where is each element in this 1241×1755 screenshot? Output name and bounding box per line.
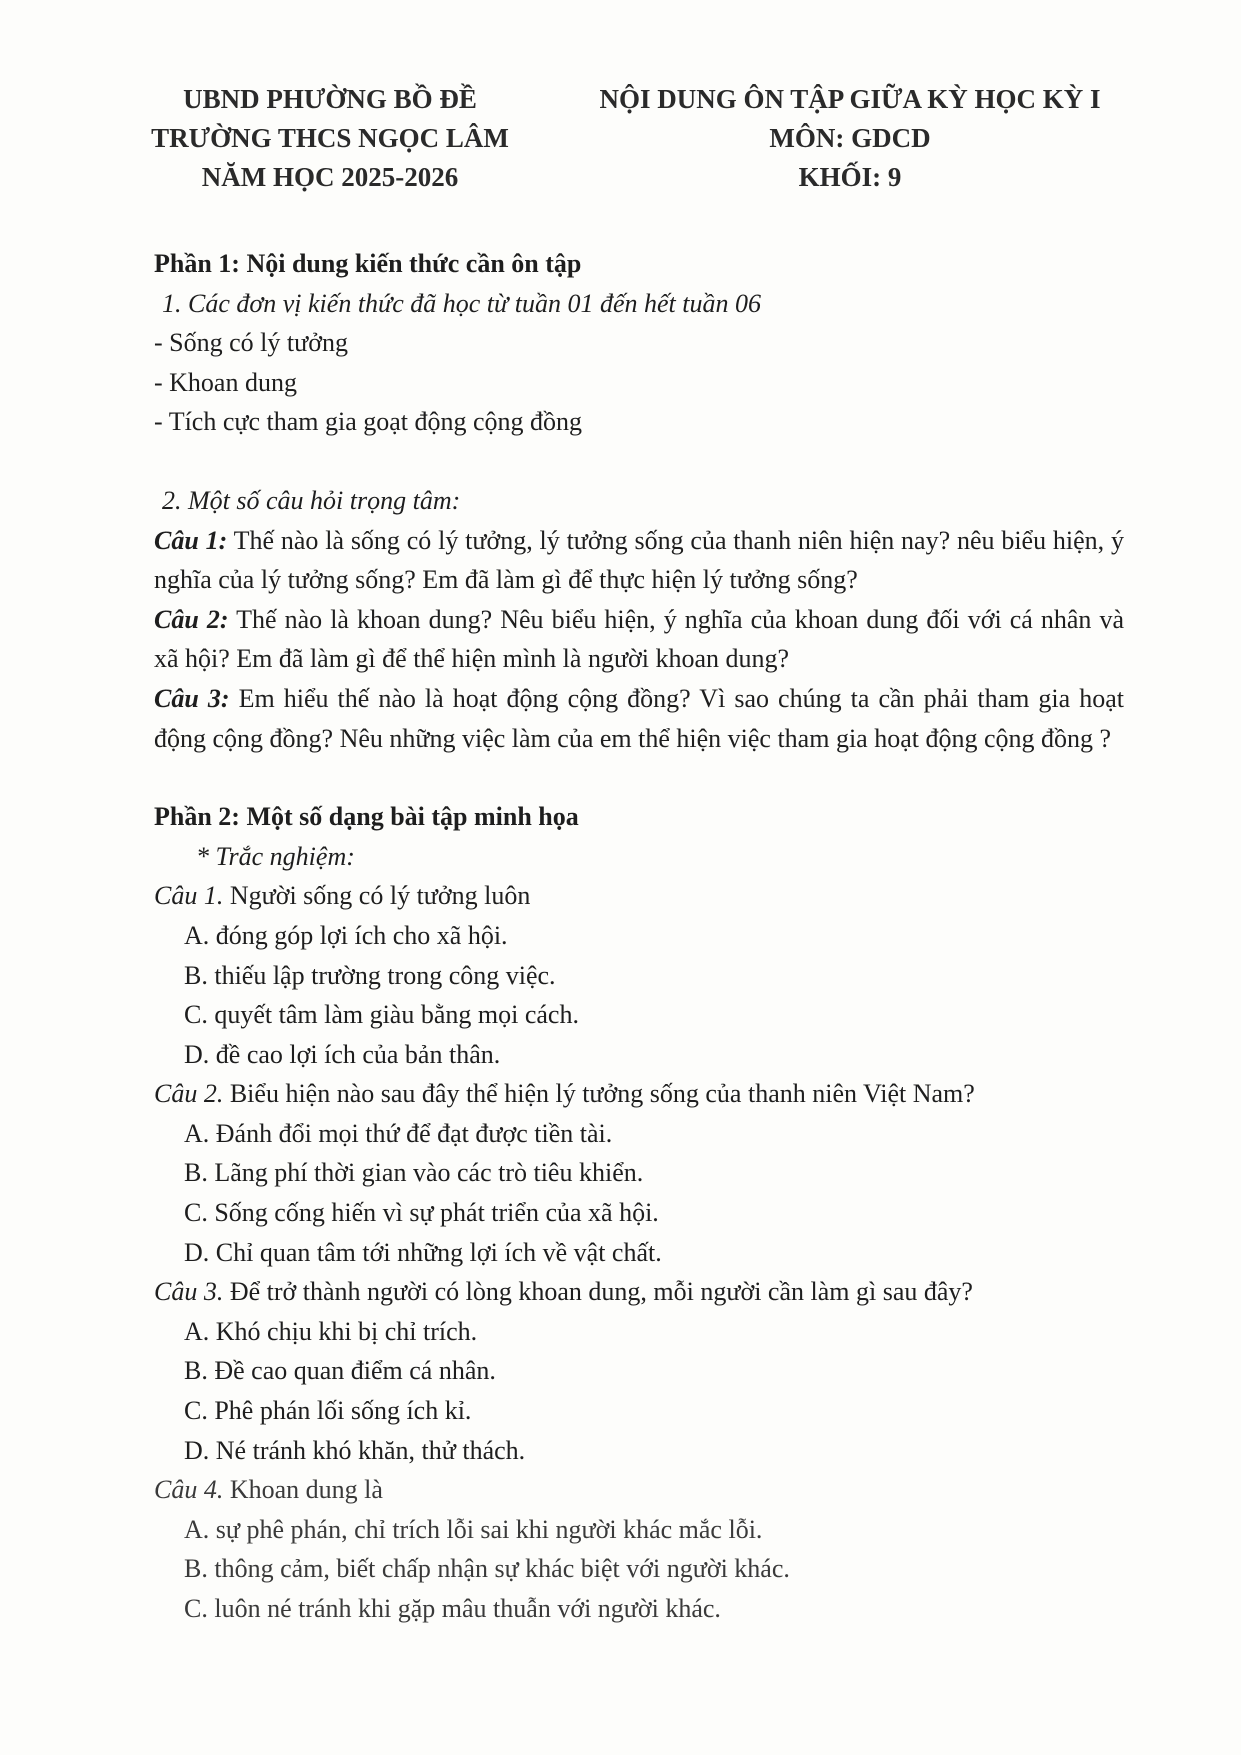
question-text: Thế nào là khoan dung? Nêu biểu hiện, ý nghĩa của khoan dung đối với cá nhân và xã hội? Em đã làm gì để thể hiện mình là người khoan dung? xyxy=(154,604,1125,674)
school-year: NĂM HỌC 2025-2026 xyxy=(201,162,459,192)
topic-item: - Sống có lý tưởng xyxy=(154,328,348,358)
question-text: Để trở thành người có lòng khoan dung, mỗi người cần làm gì sau đây? xyxy=(223,1277,973,1307)
answer-option: C. luôn né tránh khi gặp mâu thuẫn với người khác. xyxy=(184,1594,721,1623)
key-question xyxy=(154,679,1124,758)
answer-option: A. sự phê phán, chỉ trích lỗi sai khi người khác mắc lỗi. xyxy=(184,1514,763,1544)
answer-option: A. Khó chịu khi bị chỉ trích. xyxy=(184,1316,478,1346)
question-label: Câu 3: xyxy=(154,683,230,713)
district-name: UBND PHƯỜNG BỒ ĐỀ xyxy=(183,84,477,114)
document-title: NỘI DUNG ÔN TẬP GIỮA KỲ HỌC KỲ I xyxy=(599,84,1101,114)
subject-label: MÔN: GDCD xyxy=(769,123,931,153)
answer-option: C. Phê phán lối sống ích kỉ. xyxy=(184,1396,472,1426)
part1-section1-title: 1. Các đơn vị kiến thức đã học từ tuần 01 đến hết tuần 06 xyxy=(162,288,761,318)
answer-option: B. Lãng phí thời gian vào các trò tiêu khiển. xyxy=(184,1158,644,1188)
topic-item: - Khoan dung xyxy=(154,367,297,397)
question-text: Người sống có lý tưởng luôn xyxy=(223,881,531,911)
key-question xyxy=(154,521,1124,600)
answer-option: A. Đánh đổi mọi thứ để đạt được tiền tài. xyxy=(184,1118,613,1148)
answer-option: D. Chỉ quan tâm tới những lợi ích về vật chất. xyxy=(184,1237,662,1267)
mcq-question xyxy=(154,1074,1124,1114)
topic-item: - Tích cực tham gia goạt động cộng đồng xyxy=(154,407,583,437)
part2-title: Phần 2: Một số dạng bài tập minh họa xyxy=(154,802,579,832)
question-text: Khoan dung là xyxy=(223,1475,383,1505)
answer-option: D. đề cao lợi ích của bản thân. xyxy=(184,1039,501,1069)
school-header xyxy=(120,80,540,197)
mcq-question xyxy=(154,876,1124,916)
question-label: Câu 2: xyxy=(154,604,229,634)
question-label: Câu 2. xyxy=(154,1079,224,1109)
answer-option: C. Sống cống hiến vì sự phát triển của xã hội. xyxy=(184,1198,659,1228)
answer-option: D. Né tránh khó khăn, thử thách. xyxy=(184,1435,526,1465)
part2-subtitle: * Trắc nghiệm: xyxy=(196,841,355,871)
part1-section2-title: 2. Một số câu hỏi trọng tâm: xyxy=(162,485,461,515)
answer-option: B. Đề cao quan điểm cá nhân. xyxy=(184,1356,496,1386)
question-text: Biểu hiện nào sau đây thể hiện lý tưởng sống của thanh niên Việt Nam? xyxy=(223,1079,975,1109)
part1-title: Phần 1: Nội dung kiến thức cần ôn tập xyxy=(154,249,582,278)
answer-option: C. quyết tâm làm giàu bằng mọi cách. xyxy=(184,1000,579,1030)
answer-option: B. thông cảm, biết chấp nhận sự khác biệt với người khác. xyxy=(184,1554,790,1584)
answer-option: A. đóng góp lợi ích cho xã hội. xyxy=(184,920,508,950)
document-body xyxy=(154,244,1124,1629)
document-title-block xyxy=(560,80,1140,197)
school-name: TRƯỜNG THCS NGỌC LÂM xyxy=(151,123,509,153)
grade-label: KHỐI: 9 xyxy=(798,162,902,192)
question-text: Em hiểu thế nào là hoạt động cộng đồng? Vì sao chúng ta cần phải tham gia hoạt động cộng đồng? Nêu những việc làm của em thể hiện việc tham gia hoạt động cộng đồng ? xyxy=(154,683,1124,753)
mcq-question xyxy=(154,1272,1124,1312)
question-label: Câu 4. xyxy=(154,1475,224,1505)
question-label: Câu 1. xyxy=(154,881,224,911)
mcq-question xyxy=(154,1470,1124,1510)
question-label: Câu 3. xyxy=(154,1277,224,1307)
key-question xyxy=(154,600,1124,679)
question-text: Thế nào là sống có lý tưởng, lý tưởng sống của thanh niên hiện nay? nêu biểu hiện, ý nghĩa của lý tưởng sống? Em đã làm gì để thực hiện lý tưởng sống? xyxy=(154,525,1124,595)
question-label: Câu 1: xyxy=(154,525,228,555)
answer-option: B. thiếu lập trường trong công việc. xyxy=(184,960,556,990)
